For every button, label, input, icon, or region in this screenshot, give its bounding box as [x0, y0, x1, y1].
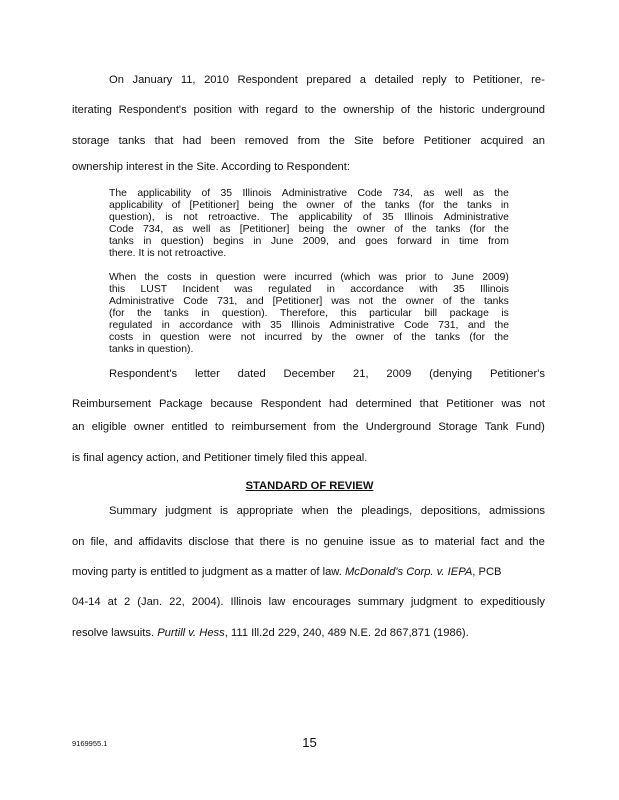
word: removed [244, 135, 289, 147]
word: is [501, 308, 509, 319]
word: underground [481, 104, 545, 116]
word: of [171, 200, 181, 211]
word: re- [531, 74, 545, 86]
word: material [434, 536, 475, 548]
word: June [270, 236, 294, 247]
word: from [488, 236, 509, 247]
word: of [201, 188, 211, 199]
word: the [494, 332, 509, 343]
word: were [263, 272, 287, 283]
word: Code [403, 320, 429, 331]
word: The [270, 212, 289, 223]
word: disclose [188, 536, 229, 548]
word: with [419, 284, 438, 295]
word: with [242, 320, 261, 331]
word: 731, [217, 296, 238, 307]
paragraph-3-line-3-tail: , PCB [472, 566, 502, 578]
paragraph-2-line-3 [72, 420, 545, 434]
word: genuine [323, 536, 364, 548]
word: was [501, 398, 522, 410]
word: not [529, 398, 545, 410]
word: Petitioner, [472, 74, 523, 86]
word: the [494, 188, 509, 199]
word: were [208, 332, 232, 343]
word: from [313, 421, 336, 433]
paragraph-1-line-1 [109, 73, 545, 87]
word: encourages [292, 596, 351, 608]
quote-2-line-2 [109, 284, 509, 296]
word: well [192, 224, 211, 235]
word: of [393, 332, 402, 343]
word: prior [405, 272, 427, 283]
word: determined [355, 398, 412, 410]
word: entitled [171, 421, 208, 433]
quote-2-line-5 [109, 320, 509, 332]
word: 35 [453, 284, 465, 295]
word: historic [439, 104, 475, 116]
paragraph-3-line-5-text: resolve lawsuits. [72, 627, 158, 639]
word: the [137, 308, 152, 319]
word: at [107, 596, 117, 608]
word: depositions, [420, 505, 481, 517]
word: tanks [384, 200, 410, 211]
quote-1-line-4 [109, 224, 509, 236]
paragraph-3-line-3-text: moving party is entitled to judgment as a matter of law. [72, 566, 345, 578]
word: as [172, 224, 184, 235]
word: not [183, 212, 198, 223]
word: Reimbursement [72, 398, 151, 410]
word: 731, [438, 320, 459, 331]
word: judgment [165, 505, 212, 517]
word: storage [72, 135, 110, 147]
word: tanks [435, 224, 461, 235]
word: from [297, 135, 320, 147]
word: 734, [143, 224, 164, 235]
word: the [333, 224, 348, 235]
word: Incident [182, 284, 219, 295]
document-id: 9169955.1 [72, 739, 108, 748]
word: 35 [220, 188, 233, 199]
word: issue [369, 536, 396, 548]
word: Code [109, 224, 134, 235]
word: by [311, 332, 323, 343]
word: in [326, 284, 335, 295]
word: Administrative [329, 320, 395, 331]
word: had [329, 398, 348, 410]
word: because [210, 398, 253, 410]
word: not [358, 296, 374, 307]
word: as [473, 188, 485, 199]
word: Respondent [237, 74, 298, 86]
word: package [449, 308, 489, 319]
word: of [442, 296, 452, 307]
page-number: 15 [302, 735, 317, 750]
word: particular [369, 308, 412, 319]
word: detailed [374, 74, 414, 86]
quote-2-line-1 [109, 272, 509, 284]
word: is [220, 505, 229, 517]
word: and [113, 536, 133, 548]
word: (which [340, 272, 371, 283]
word: the [320, 104, 337, 116]
word: 04-14 [72, 596, 101, 608]
word: of [362, 212, 372, 223]
quote-2-line-3 [109, 296, 509, 308]
word: (for [469, 224, 486, 235]
word: regard [265, 104, 298, 116]
word: file, [90, 536, 108, 548]
paragraph-3-line-5 [72, 626, 469, 640]
word: is [165, 212, 173, 223]
word: owner [133, 421, 165, 433]
word: Summary [109, 505, 157, 517]
word: retroactive. [208, 212, 260, 223]
word: Illinois [480, 284, 509, 295]
word: and [467, 320, 486, 331]
word: in [142, 332, 151, 343]
word: the [382, 296, 397, 307]
word: eligible [91, 421, 127, 433]
word: (denying [429, 368, 473, 380]
word: the [144, 272, 159, 283]
word: Package [158, 398, 203, 410]
word: to [214, 421, 225, 433]
paragraph-2-line-2 [72, 397, 545, 411]
word: December [283, 368, 336, 380]
word: admissions [489, 505, 545, 517]
word: in [500, 200, 509, 211]
word: goes [365, 236, 388, 247]
word: 2004). [191, 596, 224, 608]
word: letter [194, 368, 220, 380]
word: regulated [109, 320, 153, 331]
word: Petitioner [446, 398, 494, 410]
word: Administrative [281, 188, 348, 199]
word: tanks [109, 236, 134, 247]
word: incurred [264, 332, 303, 343]
word: this [340, 308, 357, 319]
word: pleadings, [361, 505, 413, 517]
word: 734, [392, 188, 413, 199]
word: Tank [484, 421, 509, 433]
word: on [72, 536, 85, 548]
word: a [359, 74, 366, 86]
word: been [210, 135, 236, 147]
word: 2 [124, 596, 131, 608]
word: as [401, 536, 414, 548]
word: bill [424, 308, 438, 319]
word: regulated [268, 284, 312, 295]
word: tanks [484, 296, 509, 307]
word: the [412, 224, 427, 235]
word: law [268, 596, 286, 608]
word: the [331, 332, 347, 343]
paragraph-1-line-3 [72, 134, 545, 148]
word: Respondent [260, 398, 322, 410]
word: that [234, 536, 254, 548]
word: owner [405, 296, 434, 307]
word: time [458, 236, 479, 247]
word: When [109, 272, 137, 283]
word: reimbursement [231, 421, 307, 433]
word: when [301, 505, 329, 517]
word: [Petitioner] [239, 224, 290, 235]
word: no [305, 536, 318, 548]
word: applicability [109, 200, 163, 211]
word: forward [397, 236, 432, 247]
word: Storage [438, 421, 478, 433]
word: 2009 [386, 368, 412, 380]
word: with [238, 104, 259, 116]
word: Therefore, [280, 308, 328, 319]
word: there [259, 536, 286, 548]
word: (for [109, 308, 125, 319]
word: affidavits [138, 536, 183, 548]
word: begins [213, 236, 244, 247]
word: to [434, 272, 444, 283]
word: tanks [118, 135, 146, 147]
word: owner [306, 200, 335, 211]
word: (for [469, 332, 485, 343]
quote-2-line-6 [109, 332, 509, 344]
quote-2-line-4 [109, 308, 509, 320]
word: costs [167, 272, 192, 283]
word: applicability [137, 188, 192, 199]
word: Illinois [230, 596, 262, 608]
word: accordance [179, 320, 233, 331]
word: Respondent's [118, 104, 187, 116]
word: of [394, 224, 403, 235]
word: January [132, 74, 173, 86]
word: an [532, 135, 545, 147]
word: LUST [140, 284, 168, 295]
word: dated [237, 368, 266, 380]
word: question), [109, 212, 155, 223]
word: that [154, 135, 174, 147]
quote-1-line-5 [109, 236, 509, 248]
word: question) [160, 236, 204, 247]
word: as [219, 224, 231, 235]
word: Petitioner's [489, 368, 545, 380]
word: On [109, 74, 124, 86]
word: question [160, 332, 200, 343]
quote-1-line-3 [109, 212, 509, 224]
quote-2-line-7: tanks in question). [109, 344, 194, 355]
word: owner [356, 224, 386, 235]
word: acquired [480, 135, 524, 147]
word: in [161, 320, 170, 331]
word: in [143, 236, 152, 247]
word: 2009) [482, 272, 509, 283]
word: the [443, 200, 458, 211]
word: in [441, 236, 450, 247]
word: Illinois [291, 320, 320, 331]
word: this [109, 284, 126, 295]
word: the [494, 224, 509, 235]
word: the [416, 104, 433, 116]
paragraph-3-line-5-tail: , 111 Ill.2d 229, 240, 489 N.E. 2d 867,871 (1986). [224, 627, 469, 639]
word: and [504, 536, 524, 548]
word: and [338, 236, 356, 247]
word: in [253, 236, 262, 247]
word: Site [354, 135, 374, 147]
word: (for [418, 200, 435, 211]
word: being [298, 224, 324, 235]
word: [Petitioner] [189, 200, 240, 211]
word: was [331, 296, 350, 307]
word: The [109, 188, 127, 199]
word: the [494, 320, 509, 331]
word: Underground [365, 421, 432, 433]
paragraph-3-line-3 [72, 565, 545, 579]
word: [Petitioner] [272, 296, 323, 307]
word: incurred [294, 272, 333, 283]
word: to [463, 596, 474, 608]
case-citation-purtill: Purtill v. Hess [157, 627, 225, 639]
word: the [282, 200, 298, 211]
word: tanks [435, 332, 461, 343]
word: as [423, 188, 435, 199]
word: the [411, 332, 426, 343]
word: and [246, 296, 264, 307]
word: question). [221, 308, 268, 319]
word: in [199, 272, 208, 283]
word: prepared [306, 74, 352, 86]
word: the [529, 536, 545, 548]
word: well [444, 188, 463, 199]
word: position [193, 104, 233, 116]
word: tanks [466, 200, 492, 211]
word: 35 [270, 320, 282, 331]
word: tanks [164, 308, 189, 319]
word: of [343, 200, 353, 211]
paragraph-1-line-2 [72, 103, 545, 117]
word: is [291, 536, 300, 548]
word: being [248, 200, 274, 211]
paragraph-2-line-4: is final agency action, and Petitioner timely filed this appeal. [72, 452, 368, 464]
quote-1-line-2 [109, 200, 509, 212]
word: applicability [298, 212, 353, 223]
word: (Jan. [137, 596, 163, 608]
word: Administrative [443, 212, 509, 223]
word: 11, [180, 74, 196, 86]
word: Illinois [242, 188, 272, 199]
word: to [304, 104, 314, 116]
word: 2009, [302, 236, 329, 247]
word: to [454, 74, 465, 86]
paragraph-2-line-1 [109, 367, 545, 381]
word: to [419, 536, 429, 548]
word: in [201, 308, 210, 319]
word: costs [109, 332, 134, 343]
word: Illinois [404, 212, 434, 223]
paragraph-1-line-4: ownership interest in the Site. According to Respondent: [72, 161, 350, 173]
word: June [451, 272, 474, 283]
paragraph-3-line-1 [109, 504, 545, 518]
paragraph-3-line-4 [72, 595, 545, 609]
word: 21, [353, 368, 369, 380]
word: 22, [169, 596, 185, 608]
word: was [378, 272, 398, 283]
word: Respondent's [109, 368, 178, 380]
word: the [337, 505, 353, 517]
word: summary [357, 596, 404, 608]
word: Petitioner [423, 135, 472, 147]
word: fact [480, 536, 499, 548]
word: that [419, 398, 439, 410]
section-heading: STANDARD OF REVIEW [245, 480, 374, 492]
word: an [72, 421, 85, 433]
word: the [329, 135, 345, 147]
word: the [342, 421, 359, 433]
word: reply [422, 74, 447, 86]
case-citation-mcdonalds: McDonald's Corp. v. IEPA [344, 566, 473, 578]
word: expeditiously [480, 596, 545, 608]
word: Fund) [515, 421, 545, 433]
word: 35 [382, 212, 394, 223]
word: owner [355, 332, 384, 343]
word: of [400, 104, 411, 116]
word: was [234, 284, 253, 295]
word: Code [183, 296, 209, 307]
word: judgment [410, 596, 457, 608]
word: the [361, 200, 376, 211]
word: not [240, 332, 256, 343]
word: ownership [343, 104, 395, 116]
word: 2010 [204, 74, 229, 86]
word: iterating [72, 104, 112, 116]
word: accordance [350, 284, 404, 295]
word: had [182, 135, 202, 147]
paragraph-3-line-2 [72, 535, 545, 549]
word: the [460, 296, 476, 307]
quote-1-line-6: there. It is not retroactive. [109, 248, 227, 259]
word: question [216, 272, 256, 283]
word: Administrative [109, 296, 175, 307]
word: before [382, 135, 415, 147]
word: appropriate [236, 505, 294, 517]
quote-1-line-1 [109, 188, 509, 200]
word: Code [357, 188, 383, 199]
